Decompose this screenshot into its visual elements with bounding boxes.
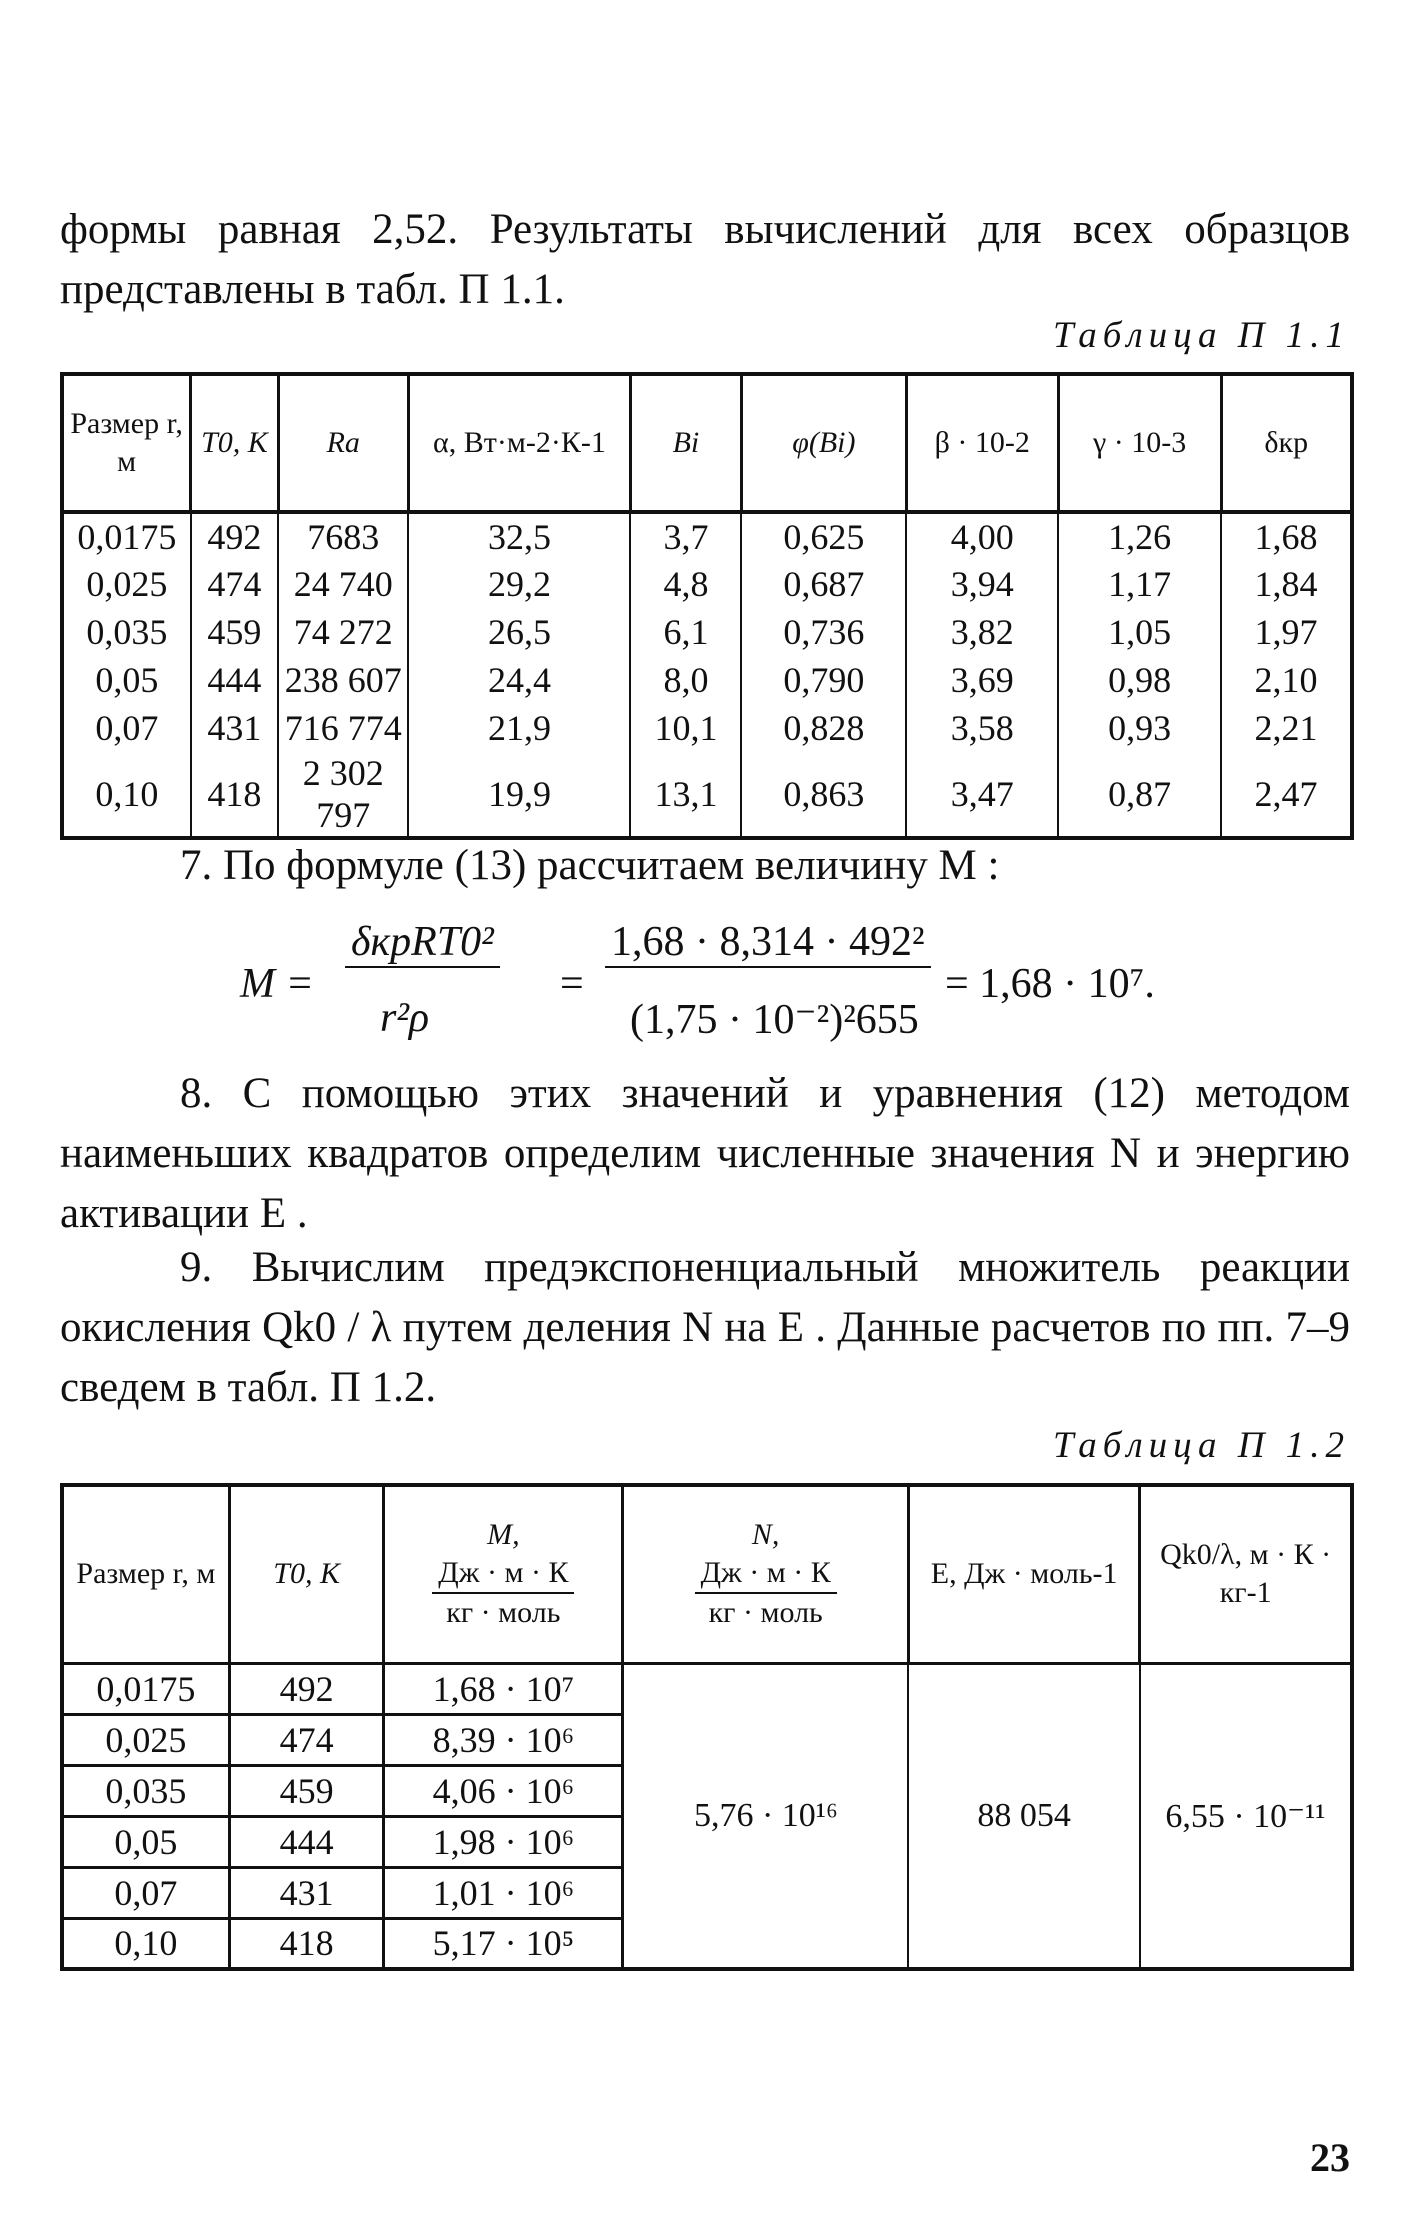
table-cell: 0,025: [62, 560, 191, 608]
formula-lhs: M =: [240, 961, 314, 1007]
table-cell: 1,01 · 10⁶: [384, 1867, 623, 1918]
table-cell: 3,7: [630, 512, 741, 560]
table-cell: 0,07: [62, 704, 191, 752]
table-cell: 0,687: [741, 560, 906, 608]
table-cell: 0,87: [1058, 752, 1221, 838]
table-cell: 1,97: [1221, 608, 1352, 656]
step9-paragraph: 9. Вычислим предэкспоненциальный множитель реакции окисления Qk0 / λ путем деления N на E . Данные расчетов по пп. 7–9 сведем в табл. П 1.2.: [60, 1244, 1350, 1411]
table-cell: 4,00: [906, 512, 1058, 560]
table-cell: 0,93: [1058, 704, 1221, 752]
table-row: [62, 512, 1352, 560]
table-row: [62, 608, 1352, 656]
table-cell: 1,68 · 10⁷: [384, 1663, 623, 1714]
table-cell: 10,1: [630, 704, 741, 752]
table-cell: 492: [229, 1663, 384, 1714]
table-cell: 716 774: [278, 704, 408, 752]
table1-header-row: [62, 374, 1352, 512]
table-cell: 13,1: [630, 752, 741, 838]
table-cell: 492: [191, 512, 278, 560]
formula-denominator-1: r²ρ: [380, 995, 430, 1041]
table-row: [62, 1663, 1352, 1714]
table2-header-row: [62, 1485, 1352, 1663]
table-cell: 2,47: [1221, 752, 1352, 838]
table-cell: 4,8: [630, 560, 741, 608]
table2-body: [62, 1663, 1352, 1969]
table-cell: 4,06 · 10⁶: [384, 1765, 623, 1816]
table-cell: 29,2: [408, 560, 630, 608]
table2-header-n-denominator: кг · моль: [708, 1596, 823, 1630]
table2-n-value: 5,76 · 10¹⁶: [623, 1663, 909, 1969]
table-cell: 444: [229, 1816, 384, 1867]
table-cell: 0,035: [62, 608, 191, 656]
formula-result: = 1,68 · 10⁷.: [945, 961, 1155, 1007]
table-cell: 26,5: [408, 608, 630, 656]
table2-e-value: 88 054: [908, 1663, 1139, 1969]
table-cell: 0,035: [62, 1765, 229, 1816]
table-cell: 24 740: [278, 560, 408, 608]
table-row: [62, 704, 1352, 752]
table-cell: 431: [229, 1867, 384, 1918]
step8-paragraph: 8. С помощью этих значений и уравнения (12) методом наименьших квадратов определим численные значения N и энергию активации E .: [60, 1070, 1350, 1237]
table2-header-m-symbol: M,: [487, 1518, 520, 1552]
table-cell: 1,84: [1221, 560, 1352, 608]
table-cell: 0,025: [62, 1714, 229, 1765]
formula-equals: =: [560, 961, 584, 1007]
table-cell: 74 272: [278, 608, 408, 656]
table-cell: 0,07: [62, 1867, 229, 1918]
table1-caption: Таблица П 1.1: [1053, 315, 1350, 356]
table1-header-size: Размер r, м: [62, 374, 191, 512]
table2-header-t0: T0, К: [229, 1485, 384, 1663]
table2-header-m-denominator: кг · моль: [446, 1596, 561, 1630]
table2-header-n: [623, 1485, 909, 1663]
table1-header-ra: Ra: [278, 374, 408, 512]
table-cell: 1,68: [1221, 512, 1352, 560]
table-cell: 1,17: [1058, 560, 1221, 608]
table-cell: 1,98 · 10⁶: [384, 1816, 623, 1867]
table-cell: 238 607: [278, 656, 408, 704]
table2-header-m: [384, 1485, 623, 1663]
table2-header-size: Размер r, м: [62, 1485, 229, 1663]
table-cell: 0,736: [741, 608, 906, 656]
table-cell: 459: [229, 1765, 384, 1816]
table-p1-1: [60, 372, 1354, 840]
table-cell: 3,82: [906, 608, 1058, 656]
table-cell: 32,5: [408, 512, 630, 560]
table-cell: 474: [191, 560, 278, 608]
table-cell: 3,94: [906, 560, 1058, 608]
formula-m: [180, 910, 1180, 1060]
table-cell: 8,0: [630, 656, 741, 704]
table-cell: 418: [191, 752, 278, 838]
formula-numerator-1: δкрRT0²: [345, 918, 500, 968]
table-cell: 0,98: [1058, 656, 1221, 704]
table2-header-q: Qk0/λ, м · К · кг-1: [1140, 1485, 1352, 1663]
table-cell: 0,10: [62, 1918, 229, 1969]
table1-header-gamma: γ · 10-3: [1058, 374, 1221, 512]
table-row: [62, 752, 1352, 838]
table-cell: 3,58: [906, 704, 1058, 752]
table-cell: 6,1: [630, 608, 741, 656]
table-cell: 2 302 797: [278, 752, 408, 838]
table-cell: 0,0175: [62, 512, 191, 560]
table-cell: 1,26: [1058, 512, 1221, 560]
table1-header-alpha: α, Вт·м-2·К-1: [408, 374, 630, 512]
table1-header-t0: T0, К: [191, 374, 278, 512]
table2-q-value: 6,55 · 10⁻¹¹: [1140, 1663, 1352, 1969]
table-cell: 2,10: [1221, 656, 1352, 704]
step7-paragraph: 7. По формуле (13) рассчитаем величину M :: [180, 842, 1000, 889]
table1-header-bi: Bi: [630, 374, 741, 512]
table-cell: 24,4: [408, 656, 630, 704]
table-cell: 0,05: [62, 1816, 229, 1867]
table-cell: 0,828: [741, 704, 906, 752]
table1-body: [62, 512, 1352, 838]
table-cell: 21,9: [408, 704, 630, 752]
table-cell: 1,05: [1058, 608, 1221, 656]
table2-caption: Таблица П 1.2: [1053, 1425, 1350, 1466]
table-cell: 0,625: [741, 512, 906, 560]
intro-paragraph: формы равная 2,52. Результаты вычислений для всех образцов представлены в табл. П 1.1.: [60, 206, 1350, 313]
table-cell: 0,05: [62, 656, 191, 704]
table-cell: 3,69: [906, 656, 1058, 704]
table2-header-n-symbol: N,: [751, 1518, 780, 1552]
table-cell: 0,790: [741, 656, 906, 704]
table1-header-beta: β · 10-2: [906, 374, 1058, 512]
table-cell: 459: [191, 608, 278, 656]
table-cell: 431: [191, 704, 278, 752]
table2-header-m-numerator: Дж · м · К: [432, 1554, 574, 1594]
table-cell: 0,0175: [62, 1663, 229, 1714]
table1-header-phi: φ(Bi): [741, 374, 906, 512]
table-p1-2: [60, 1483, 1354, 1971]
formula-denominator-2: (1,75 · 10⁻²)²655: [630, 997, 919, 1043]
table-row: [62, 656, 1352, 704]
table1-header-delta: δкр: [1221, 374, 1352, 512]
table-cell: 3,47: [906, 752, 1058, 838]
table-cell: 2,21: [1221, 704, 1352, 752]
table2-header-n-numerator: Дж · м · К: [695, 1554, 837, 1594]
table-cell: 8,39 · 10⁶: [384, 1714, 623, 1765]
table2-header-e: E, Дж · моль-1: [908, 1485, 1139, 1663]
formula-numerator-2: 1,68 · 8,314 · 492²: [605, 918, 931, 968]
table-cell: 444: [191, 656, 278, 704]
table-cell: 418: [229, 1918, 384, 1969]
table-cell: 7683: [278, 512, 408, 560]
page-number: 23: [1310, 2135, 1350, 2180]
table-row: [62, 560, 1352, 608]
table-cell: 0,863: [741, 752, 906, 838]
table-cell: 5,17 · 10⁵: [384, 1918, 623, 1969]
table-cell: 19,9: [408, 752, 630, 838]
table-cell: 474: [229, 1714, 384, 1765]
table-cell: 0,10: [62, 752, 191, 838]
